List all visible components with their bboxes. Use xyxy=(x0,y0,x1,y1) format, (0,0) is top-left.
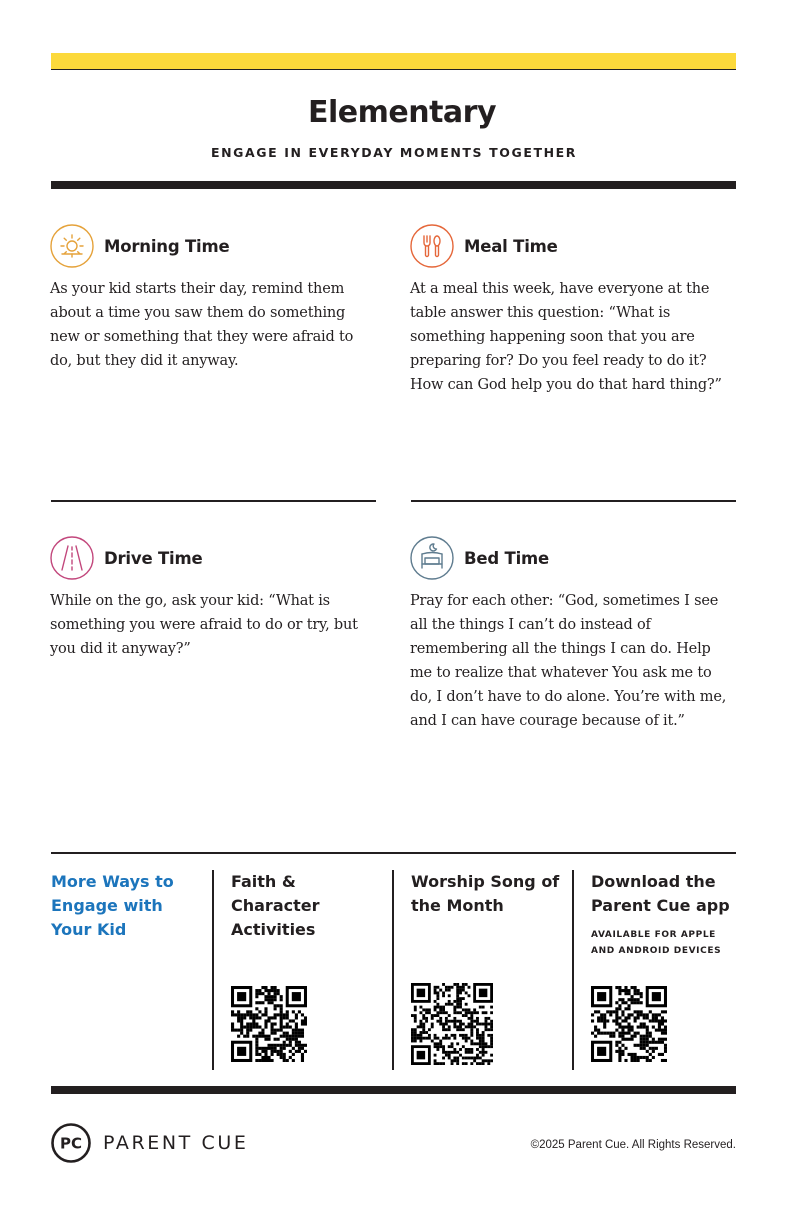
moment-title: Bed Time xyxy=(464,548,550,568)
bed-moon-icon xyxy=(410,536,454,580)
logo-mark-text: PC xyxy=(59,1134,83,1153)
column-title: Download the Parent Cue app xyxy=(591,872,730,915)
parent-cue-logo-mark-icon xyxy=(51,1123,91,1163)
moment-body: At a meal this week, have everyone at the table answer this question: “What is something happening soon that you are preparing for? Do you feel ready to do it? How can God help you do that hard thing?” xyxy=(410,281,722,393)
section-divider xyxy=(411,500,736,502)
faith-activities-qr-code[interactable] xyxy=(231,986,307,1062)
worship-song-column xyxy=(411,870,561,918)
more-ways-label: More Ways to Engage with Your Kid xyxy=(51,872,174,939)
app-availability-note: AVAILABLE FOR APPLE AND ANDROID DEVICES xyxy=(591,930,722,956)
faith-character-column xyxy=(231,870,381,942)
moment-title: Drive Time xyxy=(104,548,203,568)
copyright-notice: ©2025 Parent Cue. All Rights Reserved. xyxy=(530,1139,736,1151)
moment-body: While on the go, ask your kid: “What is something you were afraid to do or try, but you did it anyway?” xyxy=(50,593,358,657)
page-subtitle: ENGAGE IN EVERYDAY MOMENTS TOGETHER xyxy=(210,145,578,160)
section-divider xyxy=(51,500,376,502)
parent-cue-app-qr-code[interactable] xyxy=(591,986,667,1062)
column-divider xyxy=(572,870,574,1070)
road-icon xyxy=(50,536,94,580)
moment-bed-time xyxy=(410,536,735,733)
column-divider xyxy=(212,870,214,1070)
worship-song-qr-code[interactable] xyxy=(411,983,493,1065)
footer-top-divider xyxy=(51,852,736,854)
moment-title: Morning Time xyxy=(104,236,230,256)
moment-body: As your kid starts their day, remind them about a time you saw them do something new or something that they were afraid to do, but they did it anyway. xyxy=(50,281,354,369)
header-divider xyxy=(51,181,736,189)
column-title: Faith & Character Activities xyxy=(231,872,320,939)
download-app-column xyxy=(591,870,741,959)
moment-body: Pray for each other: “God, sometimes I see all the things I can’t do instead of remembering all the things I can do. Help me to realize that whatever You ask me to do, I don’t have to do alone. You’re with me, and I can have courage because of it.” xyxy=(410,593,727,729)
header-accent-bar xyxy=(51,53,736,70)
moment-title: Meal Time xyxy=(464,236,558,256)
utensils-icon xyxy=(410,224,454,268)
footer-bottom-divider xyxy=(51,1086,736,1094)
column-divider xyxy=(392,870,394,1070)
moment-meal-time xyxy=(410,224,735,397)
parent-cue-logo xyxy=(51,1123,248,1163)
sun-icon xyxy=(50,224,94,268)
more-ways-heading xyxy=(51,870,201,942)
page-title: Elementary xyxy=(307,95,497,130)
logo-wordmark: PARENT CUE xyxy=(103,1132,249,1154)
moment-drive-time xyxy=(50,536,375,661)
column-title: Worship Song of the Month xyxy=(411,872,560,915)
moment-morning-time xyxy=(50,224,375,373)
